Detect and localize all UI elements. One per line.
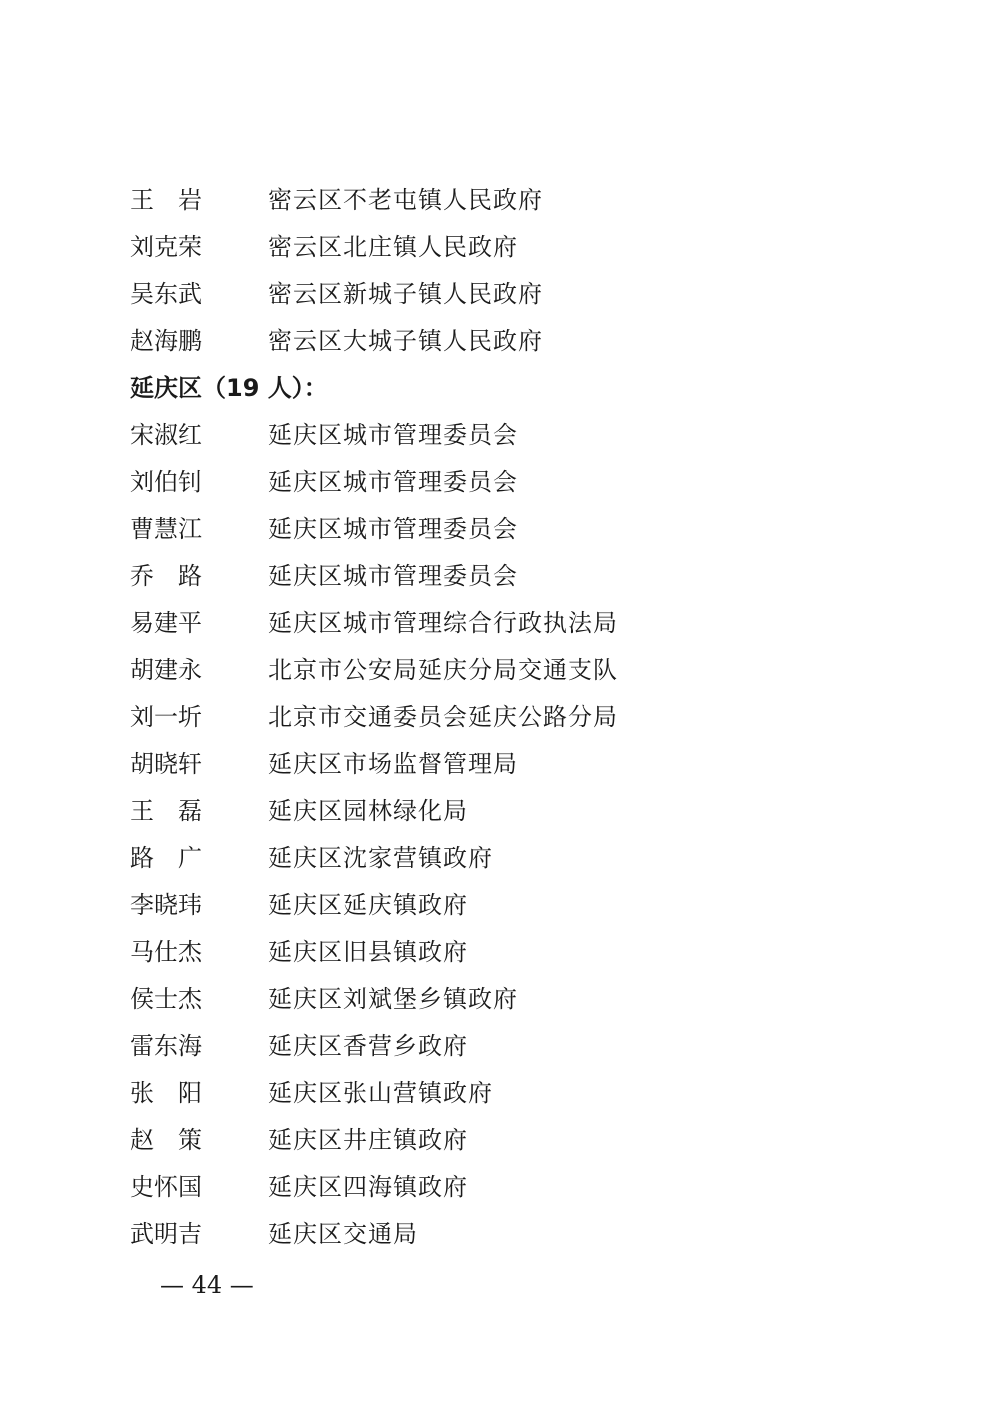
organization: 延庆区沈家营镇政府 xyxy=(268,844,493,872)
person-name: 曹慧江 xyxy=(130,515,202,543)
organization: 延庆区城市管理委员会 xyxy=(268,562,518,590)
organization: 延庆区交通局 xyxy=(268,1220,418,1248)
list-item xyxy=(130,976,890,1023)
organization: 密云区新城子镇人民政府 xyxy=(268,280,543,308)
person-name: 雷东海 xyxy=(130,1032,202,1060)
person-name: 胡晓轩 xyxy=(130,750,202,778)
list-item xyxy=(130,1211,890,1258)
person-name: 李晓玮 xyxy=(130,891,202,919)
list-item xyxy=(130,694,890,741)
list-item xyxy=(130,600,890,647)
section-heading: 延庆区（19 人）： xyxy=(130,374,328,402)
organization: 北京市公安局延庆分局交通支队 xyxy=(268,656,618,684)
list-item xyxy=(130,1070,890,1117)
organization: 延庆区延庆镇政府 xyxy=(268,891,468,919)
organization: 延庆区旧县镇政府 xyxy=(268,938,468,966)
person-name: 张 阳 xyxy=(130,1079,202,1107)
organization: 密云区北庄镇人民政府 xyxy=(268,233,518,261)
organization: 延庆区城市管理委员会 xyxy=(268,468,518,496)
person-name: 刘一圻 xyxy=(130,703,202,731)
person-name: 刘伯钊 xyxy=(130,468,202,496)
person-name: 乔 路 xyxy=(130,562,202,590)
list-item xyxy=(130,788,890,835)
organization: 延庆区张山营镇政府 xyxy=(268,1079,493,1107)
page-number: — 44 — xyxy=(160,1271,254,1299)
organization: 延庆区园林绿化局 xyxy=(268,797,468,825)
organization: 延庆区香营乡政府 xyxy=(268,1032,468,1060)
list-item xyxy=(130,177,890,224)
person-name: 宋淑红 xyxy=(130,421,202,449)
person-name: 吴东武 xyxy=(130,280,202,308)
list-item xyxy=(130,412,890,459)
person-name: 史怀国 xyxy=(130,1173,202,1201)
organization: 延庆区城市管理委员会 xyxy=(268,421,518,449)
person-name: 胡建永 xyxy=(130,656,202,684)
organization: 延庆区市场监督管理局 xyxy=(268,750,518,778)
list-item xyxy=(130,835,890,882)
person-name: 王 磊 xyxy=(130,797,202,825)
organization: 延庆区井庄镇政府 xyxy=(268,1126,468,1154)
person-name: 路 广 xyxy=(130,844,202,872)
person-name: 赵 策 xyxy=(130,1126,202,1154)
list-item xyxy=(130,741,890,788)
list-item xyxy=(130,459,890,506)
organization: 延庆区城市管理委员会 xyxy=(268,515,518,543)
organization: 延庆区刘斌堡乡镇政府 xyxy=(268,985,518,1013)
person-name: 刘克荣 xyxy=(130,233,202,261)
list-item xyxy=(130,1023,890,1070)
list-item xyxy=(130,318,890,365)
organization: 延庆区城市管理综合行政执法局 xyxy=(268,609,618,637)
organization: 北京市交通委员会延庆公路分局 xyxy=(268,703,618,731)
list-item xyxy=(130,506,890,553)
organization: 延庆区四海镇政府 xyxy=(268,1173,468,1201)
organization: 密云区大城子镇人民政府 xyxy=(268,327,543,355)
list-item xyxy=(130,1164,890,1211)
person-name: 侯士杰 xyxy=(130,985,202,1013)
person-name: 武明吉 xyxy=(130,1220,202,1248)
person-name: 马仕杰 xyxy=(130,938,202,966)
list-item xyxy=(130,647,890,694)
list-item xyxy=(130,929,890,976)
person-name: 易建平 xyxy=(130,609,202,637)
name-list xyxy=(130,177,890,1258)
list-item xyxy=(130,882,890,929)
organization: 密云区不老屯镇人民政府 xyxy=(268,186,543,214)
list-item xyxy=(130,224,890,271)
list-item xyxy=(130,1117,890,1164)
list-item xyxy=(130,271,890,318)
person-name: 赵海鹏 xyxy=(130,327,202,355)
list-item xyxy=(130,553,890,600)
person-name: 王 岩 xyxy=(130,186,202,214)
